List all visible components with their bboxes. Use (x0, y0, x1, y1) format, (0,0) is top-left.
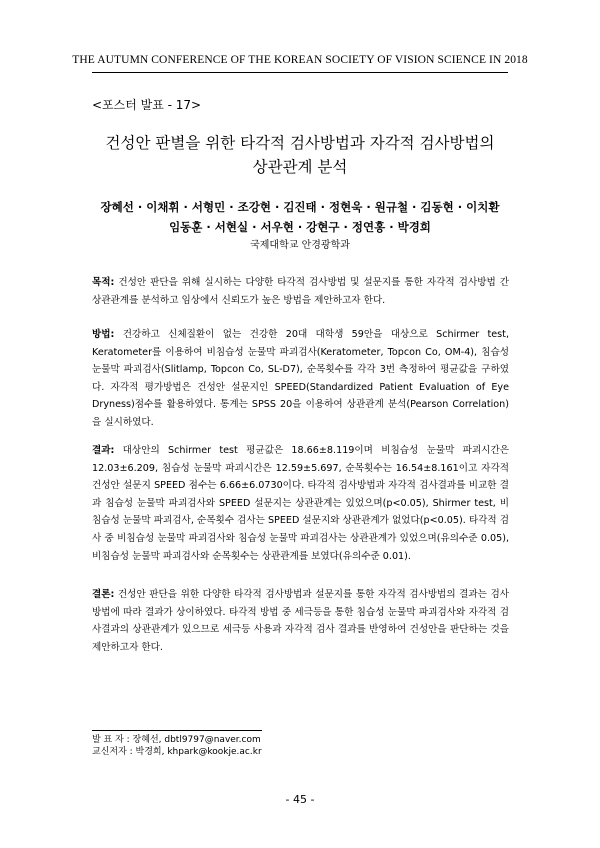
conclusion-text: 건성안 판단을 위한 다양한 타각적 검사방법과 설문지를 통한 자각적 검사방법의 결과는 검사방법에 따라 결과가 상이하였다. 타각적 방법 중 세극등을 통한 침습성 눈물막 파괴검사와 자각적 검사결과의 상관관계가 있으므로 세극등 사용과 자각적 검사 결과를 반영하여 건성안을 판단하는 것을 제안하고자 한다. (92, 589, 509, 653)
authors-line-1: 장혜선 · 이채휘 · 서형민 · 조강현 · 김진태 · 정현욱 · 원규철 · 김동현 · 이치환 (100, 200, 500, 214)
purpose-label: 목적: (92, 277, 115, 288)
section-results (92, 442, 509, 565)
corresponding-author-info: 교신저자 : 박경희, khpark@kookje.ac.kr (92, 747, 262, 757)
results-text: 대상안의 Schirmer test 평균값은 18.66±8.119이며 비침습성 눈물막 파괴시간은 12.03±6.209, 침습성 눈물막 파괴시간은 12.59±5.697, 순목횟수는 16.54±8.161이고 자각적 건성안 설문지 SPEED 점수는 6.66±6.0730이다. 타각적 검사방법과 자각적 검사결과를 비교한 결과 침습성 눈물막 파괴검사와 SPEED 설문지는 상관관계는 있었으며(p<0.05), Shirmer test, 비침습성 눈물막 파괴검사, 순목횟수 검사는 SPEED 설문지와 상관관계가 없었다(p<0.05). 타각적 검사 중 비침습성 눈물막 파괴검사와 침습성 눈물막 파괴검사는 상관관계가 있었으며(유의수준 0.05), 비침습성 눈물막 파괴검사와 순목횟수는 상관관계를 보였다(유의수준 0.01). (92, 445, 509, 562)
paper-title (70, 131, 530, 179)
section-methods (92, 326, 509, 432)
section-conclusion (92, 586, 509, 656)
methods-label: 방법: (92, 329, 115, 340)
author-list (70, 197, 530, 237)
results-label: 결과: (92, 445, 115, 456)
header-divider (92, 72, 508, 73)
section-purpose (92, 274, 509, 309)
footnote-divider (92, 730, 262, 731)
footnote (92, 734, 262, 758)
affiliation: 국제대학교 안경광학과 (250, 240, 350, 251)
presenter-info: 발 표 자 : 장혜선, dbtl9797@naver.com (92, 735, 261, 745)
poster-label: <포스터 발표 - 17> (92, 98, 202, 112)
methods-text: 건강하고 신체질환이 없는 건강한 20대 대학생 59안을 대상으로 Schirmer test, Keratometer를 이용하여 비침습성 눈물막 파괴검사(Keratometer, Topcon Co, OM-4), 침습성 눈물막 파괴검사(Slitlamp, Topcon Co, SL-D7), 순목횟수를 각각 3번 측정하여 평균값을 구하였다. 자각적 평가방법은 건성안 설문지인 SPEED(Standardized Patient Evaluation of Eye Dryness)점수를 활용하였다. 통계는 SPSS 20을 이용하여 상관관계 분석(Pearson Correlation)을 실시하였다. (92, 329, 509, 428)
title-line-1: 건성안 판별을 위한 타각적 검사방법과 자각적 검사방법의 (105, 134, 495, 152)
page-number: - 45 - (285, 793, 315, 806)
conclusion-label: 결론: (92, 589, 115, 600)
authors-line-2: 임동훈 · 서현실 · 서우현 · 강현구 · 정연홍 · 박경희 (169, 220, 431, 234)
purpose-text: 건성안 판단을 위해 실시하는 다양한 타각적 검사방법 및 설문지를 통한 자각적 검사방법 간 상관관계를 분석하고 임상에서 신뢰도가 높은 방법을 제안하고자 한다. (92, 277, 509, 306)
title-line-2: 상관관계 분석 (252, 158, 348, 176)
conference-header: THE AUTUMN CONFERENCE OF THE KOREAN SOCIETY OF VISION SCIENCE IN 2018 (72, 54, 528, 66)
